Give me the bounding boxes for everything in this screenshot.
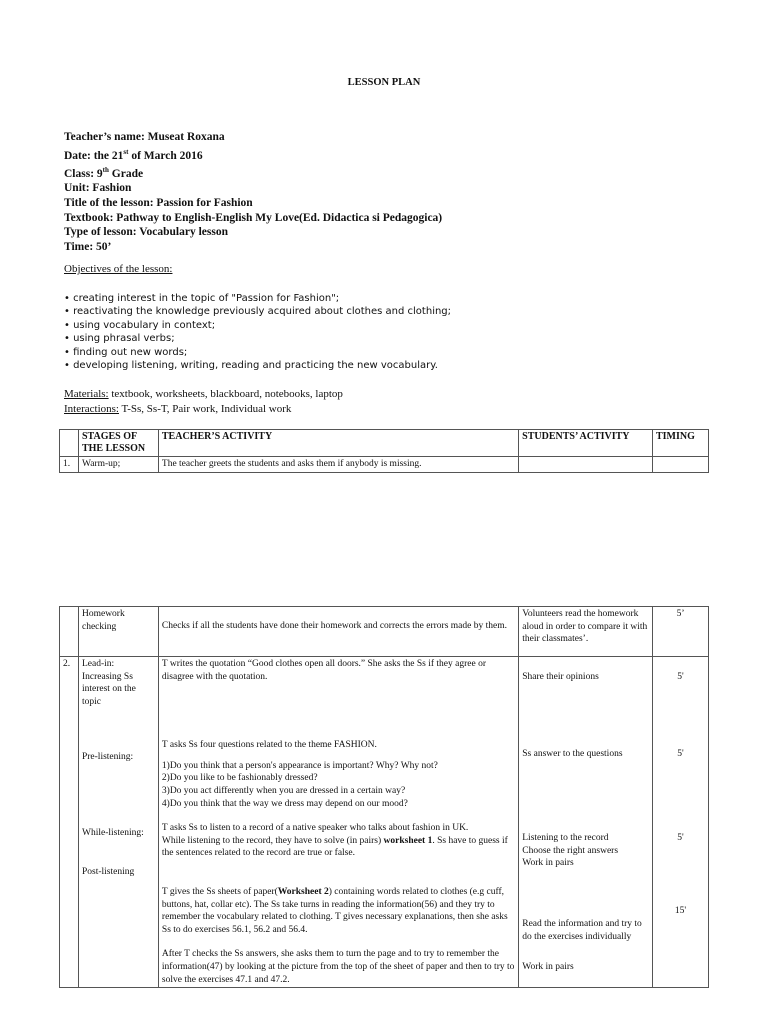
table-row: 1. Warm-up; The teacher greets the students and asks them if anybody is missing. — [60, 457, 709, 473]
objective-item: • creating interest in the topic of "Passion for Fashion"; — [64, 293, 340, 304]
interactions-line: Interactions: T-Ss, Ss-T, Pair work, Individual work — [64, 403, 292, 415]
row-number: 2. — [60, 657, 79, 988]
col-header-stages: STAGES OF THE LESSON — [78, 430, 158, 457]
objective-item: • finding out new words; — [64, 346, 188, 358]
teacher-cell: Checks if all the students have done their homework and corrects the errors made by them. — [158, 607, 518, 657]
col-header-teacher: TEACHER’S ACTIVITY — [158, 430, 518, 457]
teacher-cell: T writes the quotation “Good clothes open all doors.” She asks the Ss if they agree or disagree with the quotation. T asks Ss four questions related to the theme FASHION. 1)Do you think that a person's appearance is important? Why? Why not? 2)Do you like to be fashionably dressed? 3)Do you act differently when you are dressed in a certain way? 4)Do you think that the way we dress may depend on our mood? T asks Ss to listen to a record of a native speaker who talks about fashion in UK. While listening to the record, they have to solve (in pairs) worksheet 1. Ss have to guess if the sentences related to the record are true or false. T gives the Ss sheets of paper(Worksheet 2) containing words related to clothes (e.g cuff, buttons, hat, collar etc). The Ss take turns in reading the information(56) and they try to remember the vocabulary related to clothing. T gives necessary explanations, then she asks Ss to do exercises 56.1, 56.2 and 56.4. After T checks the Ss answers, she asks them to turn the page and to try to remember the information(47) by looking at the picture from the top of the sheet of paper and then to try to solve the exercises 47.1 and 47.2. — [158, 657, 518, 988]
timing-cell: 5’ — [653, 607, 709, 657]
col-header-timing: TIMING — [652, 430, 708, 457]
objective-item: • reactivating the knowledge previously acquired about clothes and clothing; — [64, 306, 452, 318]
materials-block — [64, 387, 343, 417]
lesson-stages-table — [59, 429, 709, 473]
document-title: LESSON PLAN — [347, 77, 421, 88]
objectives-list — [64, 292, 451, 372]
lesson-date: Date: the 21st of March 2016 — [64, 147, 203, 162]
students-cell: Share their opinions Ss answer to the questions Listening to the record Choose the right answers Work in pairs Read the information and try to do the exercises individually Work in pairs — [519, 657, 653, 988]
table-row — [60, 607, 709, 657]
lesson-unit: Unit: Fashion — [64, 182, 132, 195]
lesson-time: Time: 50’ — [64, 240, 112, 253]
objective-item: • developing listening, writing, reading and practicing the new vocabulary. — [64, 360, 438, 372]
lesson-title: Title of the lesson: Passion for Fashion — [64, 197, 253, 210]
col-header-students: STUDENTS’ ACTIVITY — [519, 430, 653, 457]
teacher-name: Teacher’s name: Museat Roxana — [64, 131, 225, 143]
materials-line: Materials: textbook, worksheets, blackboard, notebooks, laptop — [64, 388, 343, 400]
objective-item: • using phrasal verbs; — [64, 333, 175, 345]
lesson-class: Class: 9th Grade — [64, 166, 144, 180]
table-header-row — [60, 430, 709, 457]
lesson-stages-table-continued — [59, 606, 709, 988]
col-header-num — [60, 430, 79, 457]
lesson-type: Type of lesson: Vocabulary lesson — [64, 226, 229, 239]
stage-cell: Homework checking — [78, 607, 158, 657]
lesson-header — [64, 130, 442, 254]
lesson-textbook: Textbook: Pathway to English-English My Love(Ed. Didactica si Pedagogica) — [64, 211, 443, 224]
students-cell: Volunteers read the homework aloud in order to compare it with their classmates’. — [519, 607, 653, 657]
objective-item: • using vocabulary in context; — [64, 319, 216, 331]
stage-cell: Lead-in: Increasing Ss interest on the topic Pre-listening: While-listening: Post-listening — [78, 657, 158, 988]
table-row — [60, 657, 709, 988]
objectives-heading: Objectives of the lesson: — [64, 263, 173, 275]
timing-cell: 5' 5' 5' 15' — [653, 657, 709, 988]
